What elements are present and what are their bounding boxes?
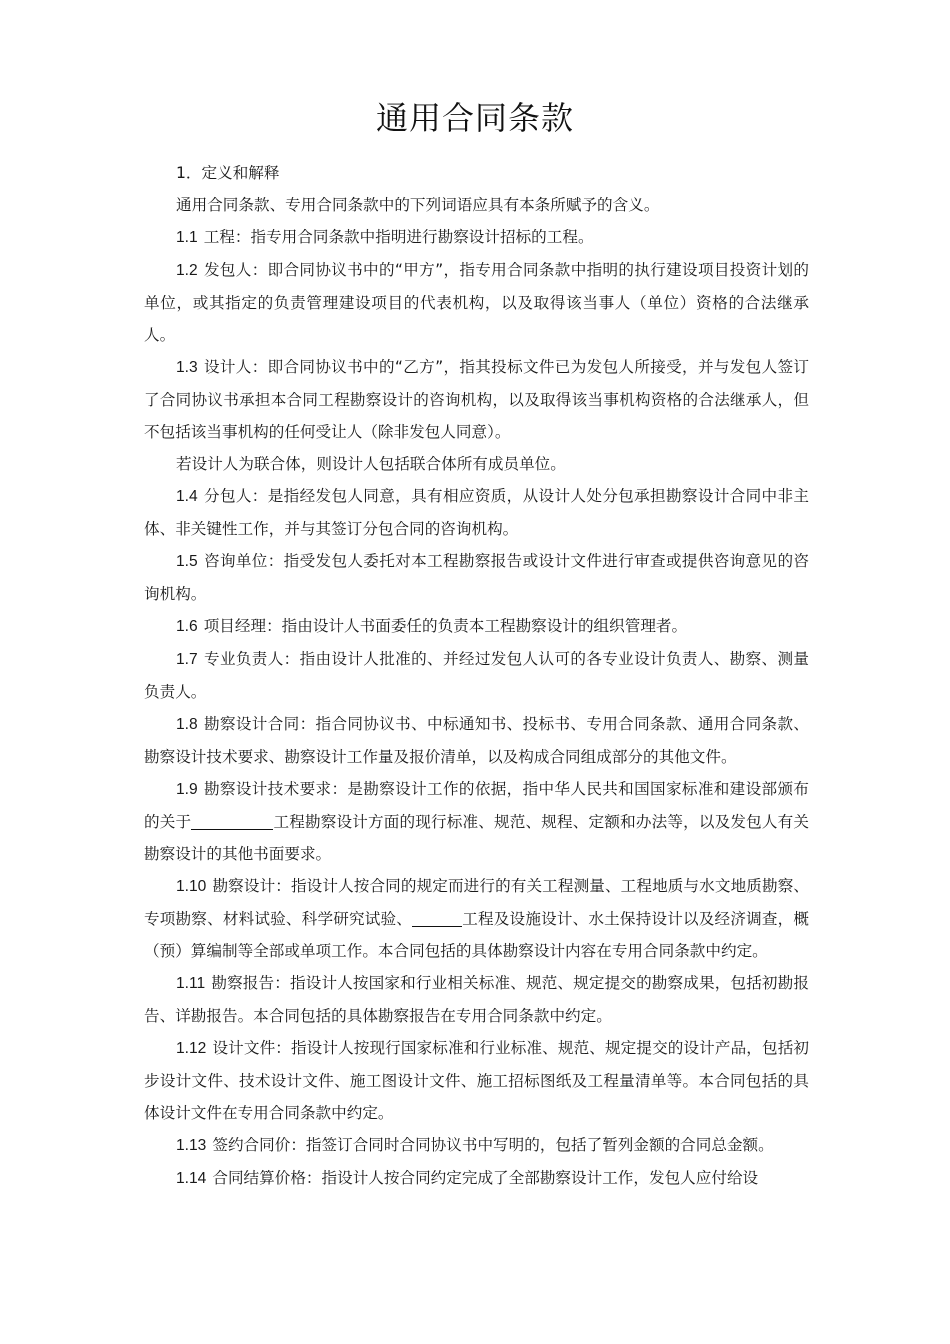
clause-1-13: 1.13 签约合同价：指签订合同时合同协议书中写明的，包括了暂列金额的合同总金额。 bbox=[176, 1136, 774, 1154]
fill-in-blank bbox=[191, 811, 273, 830]
clause-1-7: 1.7 专业负责人：指由设计人批准的、并经过发包人认可的各专业设计负责人、勘察、测量负责人。 bbox=[144, 650, 809, 701]
clause-1-4: 1.4 分包人：是指经发包人同意，具有相应资质，从设计人处分包承担勘察设计合同中非主体、非关键性工作，并与其签订分包合同的咨询机构。 bbox=[144, 487, 809, 538]
section-heading: 1．定义和解释 bbox=[176, 164, 280, 182]
clause-1-11: 1.11 勘察报告：指设计人按国家和行业相关标准、规范、规定提交的勘察成果，包括初勘报告、详勘报告。本合同包括的具体勘察报告在专用合同条款中约定。 bbox=[144, 974, 809, 1025]
clause-1-5: 1.5 咨询单位：指受发包人委托对本工程勘察报告或设计文件进行审查或提供咨询意见的咨询机构。 bbox=[144, 552, 809, 603]
clause-1-12: 1.12 设计文件：指设计人按现行国家标准和行业标准、规范、规定提交的设计产品，包括初步设计文件、技术设计文件、施工图设计文件、施工招标图纸及工程量清单等。本合同包括的具体设计文件在专用合同条款中约定。 bbox=[144, 1039, 809, 1122]
document-title: 通用合同条款 bbox=[375, 99, 574, 137]
clause-1-6: 1.6 项目经理：指由设计人书面委任的负责本工程勘察设计的组织管理者。 bbox=[176, 617, 688, 635]
clause-1-2: 1.2 发包人：即合同协议书中的“甲方”，指专用合同条款中指明的执行建设项目投资计划的单位，或其指定的负责管理建设项目的代表机构，以及取得该当事人（单位）资格的合法继承人。 bbox=[144, 261, 809, 344]
clause-1-14: 1.14 合同结算价格：指设计人按合同约定完成了全部勘察设计工作，发包人应付给设 bbox=[176, 1169, 759, 1187]
clause-1-9: 1.9 勘察设计技术要求：是勘察设计工作的依据，指中华人民共和国国家标准和建设部颁布的关于 工程勘察设计方面的现行标准、规范、规程、定额和办法等，以及发包人有关勘察设计的其他书面要求。 bbox=[144, 780, 809, 863]
clause-1-10: 1.10 勘察设计：指设计人按合同的规定而进行的有关工程测量、工程地质与水文地质勘察、专项勘察、材料试验、科学研究试验、 工程及设施设计、水土保持设计以及经济调查，概（预）算编制等全部或单项工作。本合同包括的具体勘察设计内容在专用合同条款中约定。 bbox=[144, 877, 809, 960]
document-body bbox=[144, 157, 809, 1195]
fill-in-blank bbox=[412, 908, 462, 927]
clause-1-3: 1.3 设计人：即合同协议书中的“乙方”，指其投标文件已为发包人所接受，并与发包人签订了合同协议书承担本合同工程勘察设计的咨询机构，以及取得该当事机构资格的合法继承人，但不包括该当事机构的任何受让人（除非发包人同意）。 bbox=[144, 358, 809, 441]
clause-1-3-note: 若设计人为联合体，则设计人包括联合体所有成员单位。 bbox=[176, 455, 566, 473]
clause-1-8: 1.8 勘察设计合同：指合同协议书、中标通知书、投标书、专用合同条款、通用合同条款、勘察设计技术要求、勘察设计工作量及报价清单，以及构成合同组成部分的其他文件。 bbox=[144, 715, 809, 766]
clause-1-1: 1.1 工程：指专用合同条款中指明进行勘察设计招标的工程。 bbox=[176, 228, 594, 246]
intro-paragraph: 通用合同条款、专用合同条款中的下列词语应具有本条所赋予的含义。 bbox=[176, 196, 660, 214]
